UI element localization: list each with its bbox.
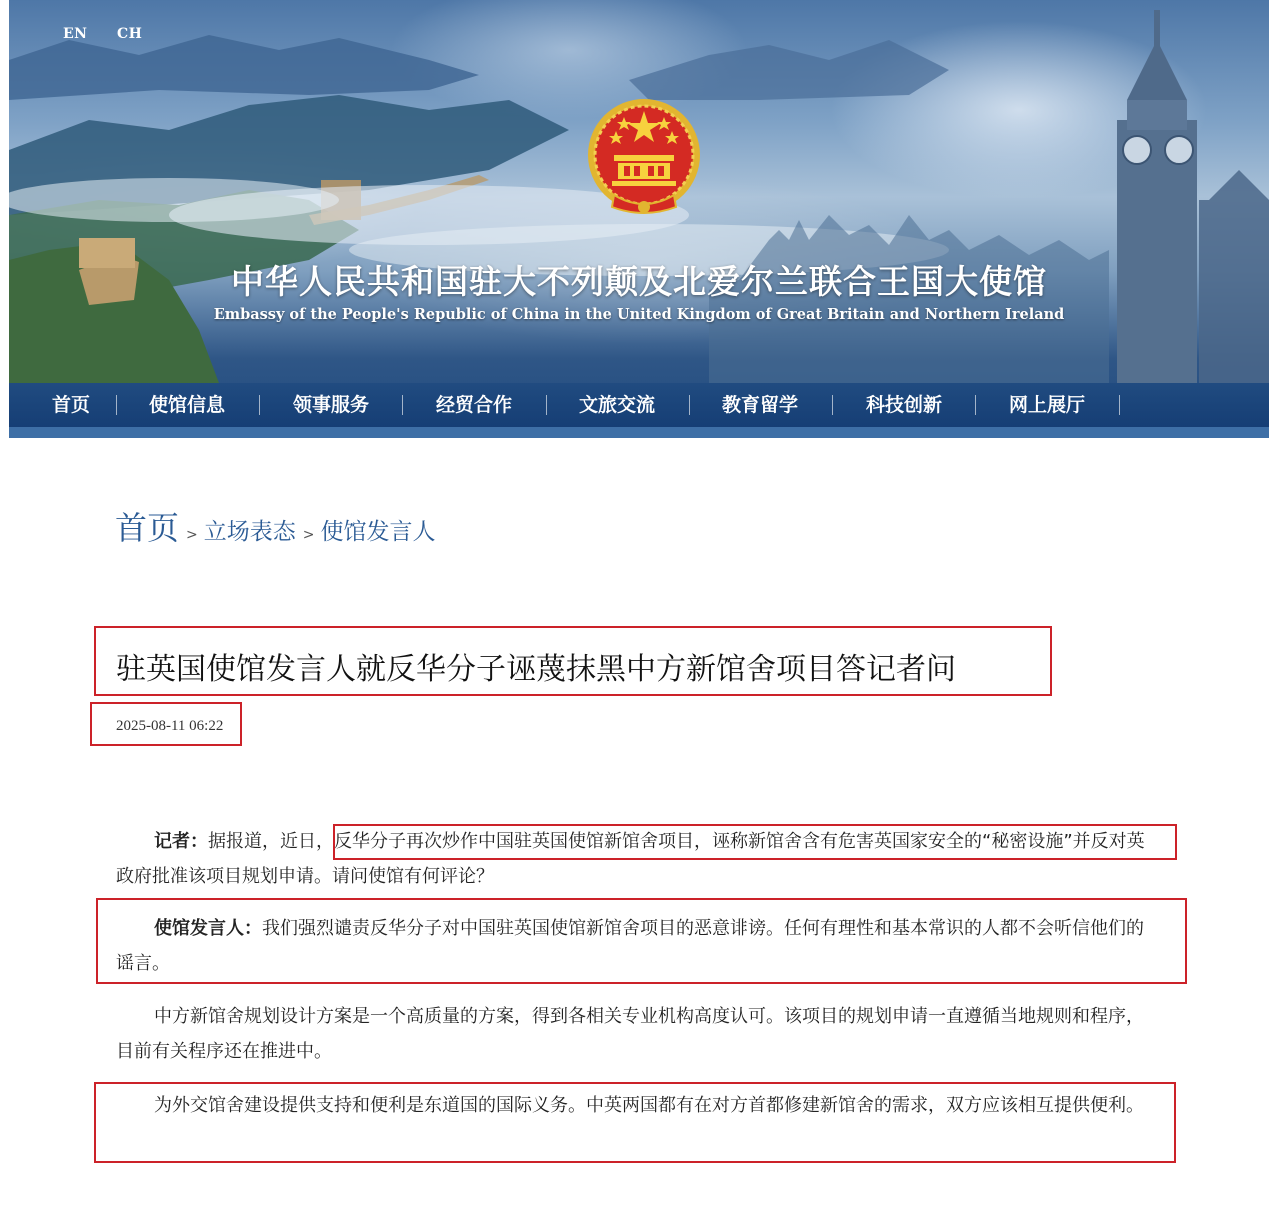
breadcrumb-separator: > bbox=[302, 527, 315, 543]
breadcrumb-spokesperson[interactable]: 使馆发言人 bbox=[320, 519, 436, 545]
nav-item-online-exhibition[interactable]: 网上展厅 bbox=[1008, 394, 1085, 416]
answer-text: 我们强烈谴责反华分子对中国驻英国使馆新馆舍项目的恶意诽谤。任何有理性和基本常识的人都不会听信他们的谣言。 bbox=[116, 918, 1144, 974]
nav-divider bbox=[259, 395, 260, 415]
question-text: 据报道，近日， bbox=[208, 831, 334, 852]
nav-item-technology[interactable]: 科技创新 bbox=[865, 394, 942, 416]
highlight-box-date bbox=[90, 702, 242, 746]
breadcrumb-position-statements[interactable]: 立场表态 bbox=[203, 519, 296, 545]
planning-text: 中方新馆舍规划设计方案是一个高质量的方案，得到各相关专业机构高度认可。该项目的规划申请一直遵循当地规则和程序，目前有关程序还在推进中。 bbox=[116, 1006, 1144, 1062]
highlight-box-title bbox=[94, 626, 1052, 696]
question-text-highlighted: 反华分子再次炒作中国驻英国使馆新馆舍项目，诬称新馆舍含有危害英国家安全的“秘密设施”并反对 bbox=[334, 831, 1127, 852]
nav-divider bbox=[689, 395, 690, 415]
nav-item-consular[interactable]: 领事服务 bbox=[292, 394, 369, 416]
breadcrumb-separator: > bbox=[186, 527, 198, 543]
answer-label: 使馆发言人： bbox=[154, 918, 262, 939]
breadcrumb bbox=[115, 503, 435, 549]
nav-divider bbox=[975, 395, 976, 415]
lang-ch-link[interactable]: CH bbox=[117, 26, 143, 42]
embassy-title-en: Embassy of the People's Republic of China in the United Kingdom of Great Britain and Northern Ireland bbox=[213, 306, 1065, 323]
nav-item-education[interactable]: 教育留学 bbox=[721, 394, 798, 416]
nav-item-trade[interactable]: 经贸合作 bbox=[435, 394, 512, 416]
site-banner bbox=[9, 0, 1269, 438]
question-label: 记者： bbox=[154, 831, 208, 852]
embassy-title-cn: 中华人民共和国驻大不列颠及北爱尔兰联合王国大使馆 bbox=[231, 262, 1047, 301]
article-date: 2025-08-11 06:22 bbox=[116, 718, 224, 734]
nav-item-embassy-info[interactable]: 使馆信息 bbox=[148, 394, 225, 416]
nav-divider bbox=[402, 395, 403, 415]
nav-divider bbox=[116, 395, 117, 415]
nav-divider bbox=[832, 395, 833, 415]
highlight-box-question bbox=[333, 824, 1177, 860]
paragraph-planning bbox=[116, 999, 1158, 1069]
article-title: 驻英国使馆发言人就反华分子诬蔑抹黑中方新馆舍项目答记者问 bbox=[116, 652, 956, 687]
nav-divider bbox=[546, 395, 547, 415]
question-text: 英政府批准该项目规划申请。请问使馆有何评论？ bbox=[116, 831, 1145, 887]
obligation-text: 为外交馆舍建设提供支持和便利是东道国的国际义务。中英两国都有在对方首都修建新馆舍的需求，双方应该相互提供便利。 bbox=[154, 1095, 1144, 1116]
nav-divider bbox=[1119, 395, 1120, 415]
breadcrumb-home[interactable]: 首页 bbox=[115, 509, 180, 547]
highlight-box-answer bbox=[96, 898, 1187, 984]
nav-item-home[interactable]: 首页 bbox=[51, 394, 90, 416]
national-emblem-icon bbox=[584, 95, 704, 220]
nav-bottom-strip bbox=[9, 427, 1269, 438]
main-nav bbox=[9, 383, 1269, 427]
nav-item-culture-tourism[interactable]: 文旅交流 bbox=[578, 394, 655, 416]
lang-en-link[interactable]: EN bbox=[63, 26, 88, 42]
highlight-box-obligation bbox=[94, 1082, 1176, 1163]
